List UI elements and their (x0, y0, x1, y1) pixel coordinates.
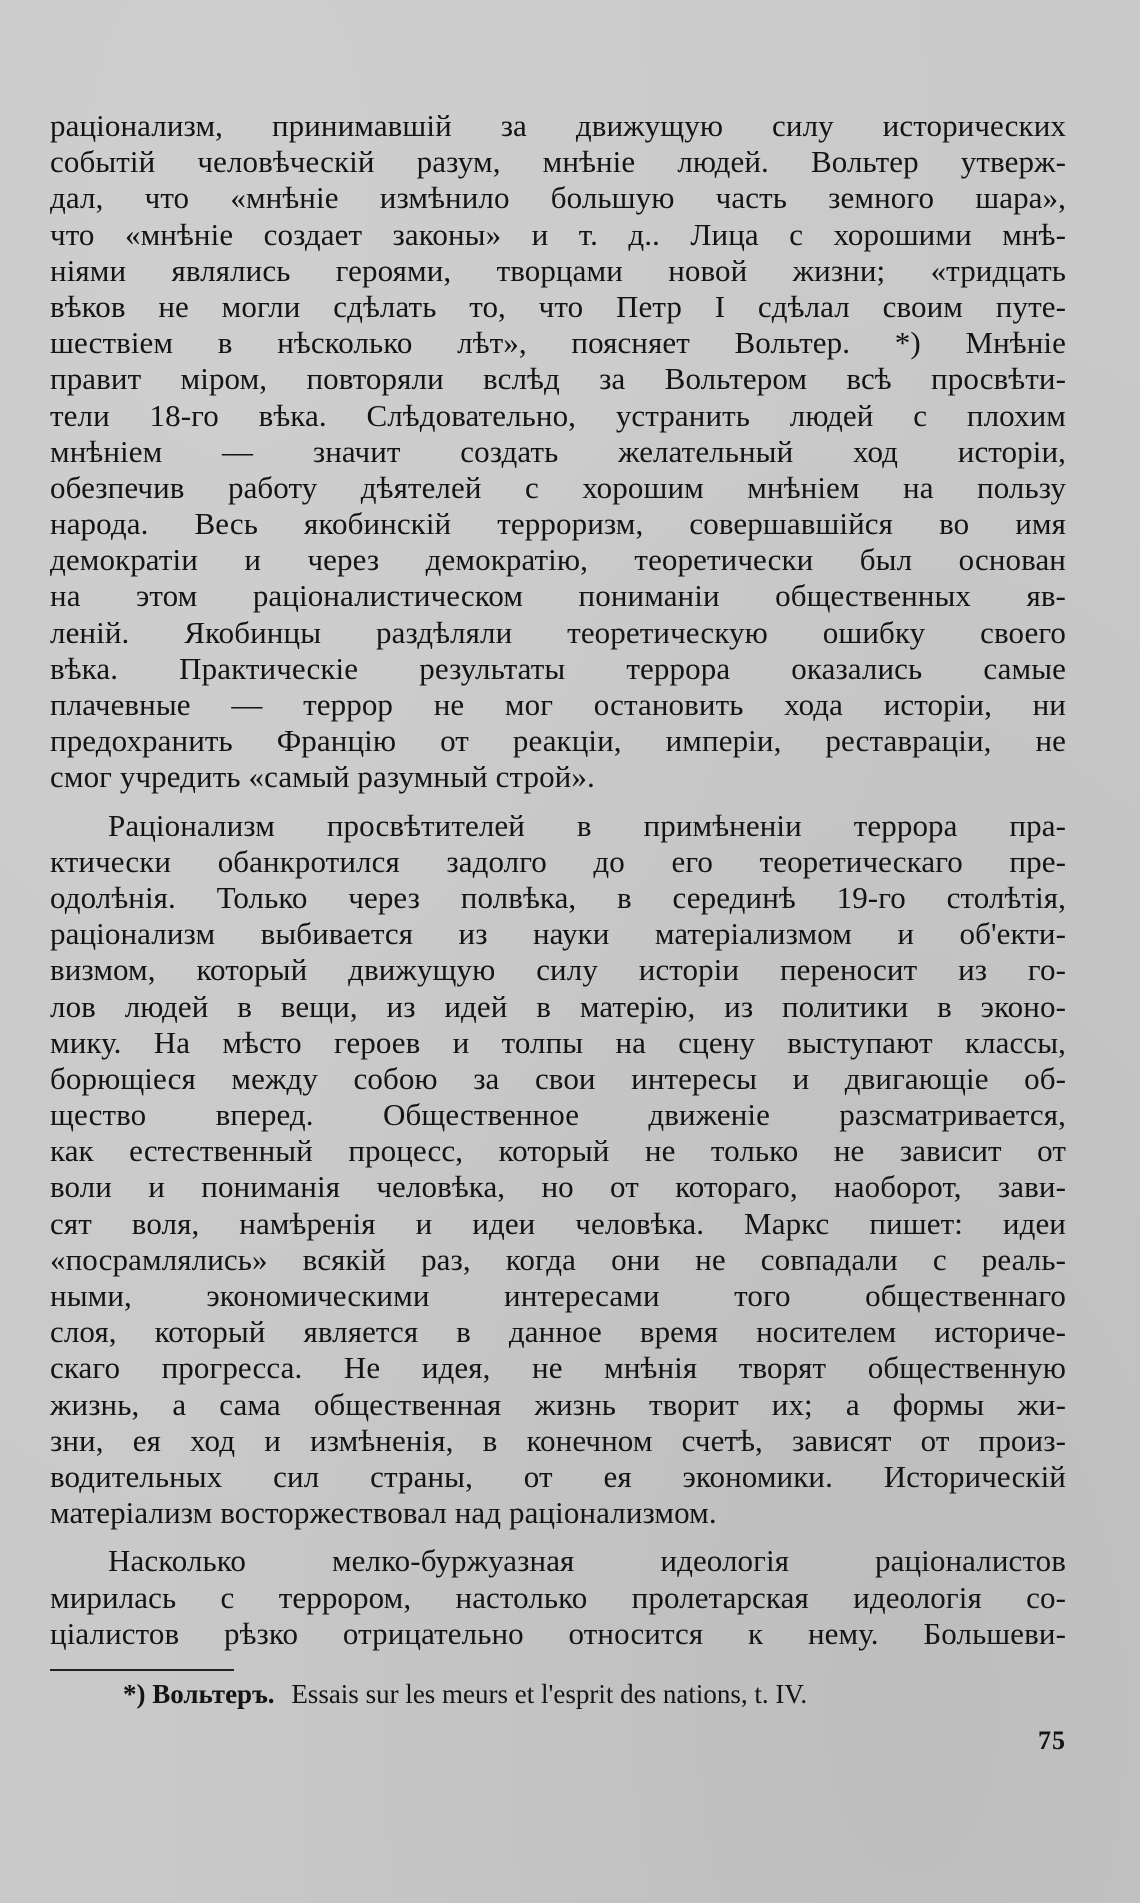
text-line: вѣков не могли сдѣлать то, что Петр I сдѣлал своим путе- (50, 288, 1066, 324)
text-line: мику. На мѣсто героев и толпы на сцену выступают классы, (50, 1024, 1066, 1060)
paragraph-2 (50, 808, 1066, 1532)
text-line: мирилась с террором, настолько пролетарская идеологія со- (50, 1579, 1066, 1615)
text-line: ктически обанкротился задолго до его теоретическаго пре- (50, 843, 1066, 879)
text-line: событій человѣческій разум, мнѣніе людей. Вольтер утверж- (50, 144, 1066, 180)
text-line: борющіеся между собою за свои интересы и двигающіе об- (50, 1060, 1066, 1096)
text-line: одолѣнія. Только через полвѣка, в серединѣ 19-го столѣтія, (50, 879, 1066, 915)
text-line: плачевные — террор не мог остановить хода исторіи, ни (50, 687, 1066, 722)
footnote (123, 1677, 1053, 1711)
text-line: что «мнѣніе создает законы» и т. д.. Лица с хорошими мнѣ- (50, 216, 1066, 252)
text-line: предохранить Францію от реакціи, имперіи, реставраціи, не (50, 723, 1066, 759)
page-number: 75 (1038, 1726, 1066, 1755)
text-line: Раціонализм просвѣтителей в примѣненіи террора пра- (108, 807, 1066, 843)
paragraph-3 (50, 1543, 1066, 1652)
footnote-separator (50, 1669, 234, 1671)
text-line: жизнь, а сама общественная жизнь творит их; а формы жи- (50, 1386, 1066, 1422)
text-line: обезпечив работу дѣятелей с хорошим мнѣніем на пользу (50, 469, 1066, 505)
text-line: вѣка. Практическіе результаты террора оказались самые (50, 650, 1066, 686)
text-line: дал, что «мнѣніе измѣнило большую часть земного шара», (50, 180, 1066, 216)
text-line: ніями являлись героями, творцами новой жизни; «тридцать (50, 252, 1066, 288)
text-line: народа. Весь якобинскій терроризм, совершавшійся во имя (50, 506, 1066, 542)
text-line: мнѣніем — значит создать желательный ход исторіи, (50, 433, 1066, 469)
paragraph-gap (50, 796, 1066, 808)
footnote-author: Вольтеръ. (152, 1679, 275, 1709)
text-line: зни, ея ход и измѣненія, в конечном счетѣ, зависят от произ- (50, 1422, 1066, 1458)
text-line: ціалистов рѣзко отрицательно относится к нему. Большеви- (50, 1615, 1066, 1651)
text-line: на этом раціоналистическом пониманіи общественных яв- (50, 578, 1066, 614)
footnote-marker: *) (123, 1679, 146, 1709)
text-line: матеріализм восторжествовал над раціонализмом. (50, 1495, 717, 1531)
text-line: водительных сил страны, от ея экономики. Историческій (50, 1458, 1066, 1494)
paragraph-1 (50, 108, 1066, 796)
text-line: как естественный процесс, который не только не зависит от (50, 1133, 1066, 1169)
text-line: леній. Якобинцы раздѣляли теоретическую ошибку своего (50, 614, 1066, 650)
text-line: лов людей в вещи, из идей в матерію, из политики в эконо- (50, 988, 1066, 1024)
text-line: тели 18-го вѣка. Слѣдовательно, устранить людей с плохим (50, 397, 1066, 433)
text-line: раціонализм выбивается из науки матеріализмом и об'екти- (50, 916, 1066, 952)
text-line: «посрамлялись» всякій раз, когда они не совпадали с реаль- (50, 1241, 1066, 1277)
text-line: щество вперед. Общественное движеніе разсматривается, (50, 1097, 1066, 1133)
text-line: демократіи и через демократію, теоретически был основан (50, 542, 1066, 578)
text-line: ными, экономическими интересами того общественнаго (50, 1278, 1066, 1313)
footnote-text: Essais sur les meurs et l'esprit des nations, t. IV. (291, 1679, 808, 1709)
text-line: смог учредить «самый разумный строй». (50, 759, 595, 795)
text-line: скаго прогресса. Не идея, не мнѣнія творят общественную (50, 1350, 1066, 1386)
body-text (50, 108, 1066, 1652)
paragraph-gap (50, 1531, 1066, 1543)
text-line: раціонализм, принимавшій за движущую силу исторических (50, 108, 1066, 143)
text-line: Насколько мелко-буржуазная идеологія раціоналистов (108, 1543, 1066, 1579)
text-line: сят воля, намѣренія и идеи человѣка. Маркс пишет: идеи (50, 1205, 1066, 1241)
text-line: визмом, который движущую силу исторіи переносит из го- (50, 952, 1066, 988)
text-line: воли и пониманія человѣка, но от котораго, наоборот, зави- (50, 1169, 1066, 1205)
text-line: шествіем в нѣсколько лѣт», поясняет Вольтер. *) Мнѣніе (50, 325, 1066, 361)
text-line: слоя, который является в данное время носителем историче- (50, 1314, 1066, 1350)
text-line: правит міром, повторяли вслѣд за Вольтером всѣ просвѣти- (50, 361, 1066, 397)
